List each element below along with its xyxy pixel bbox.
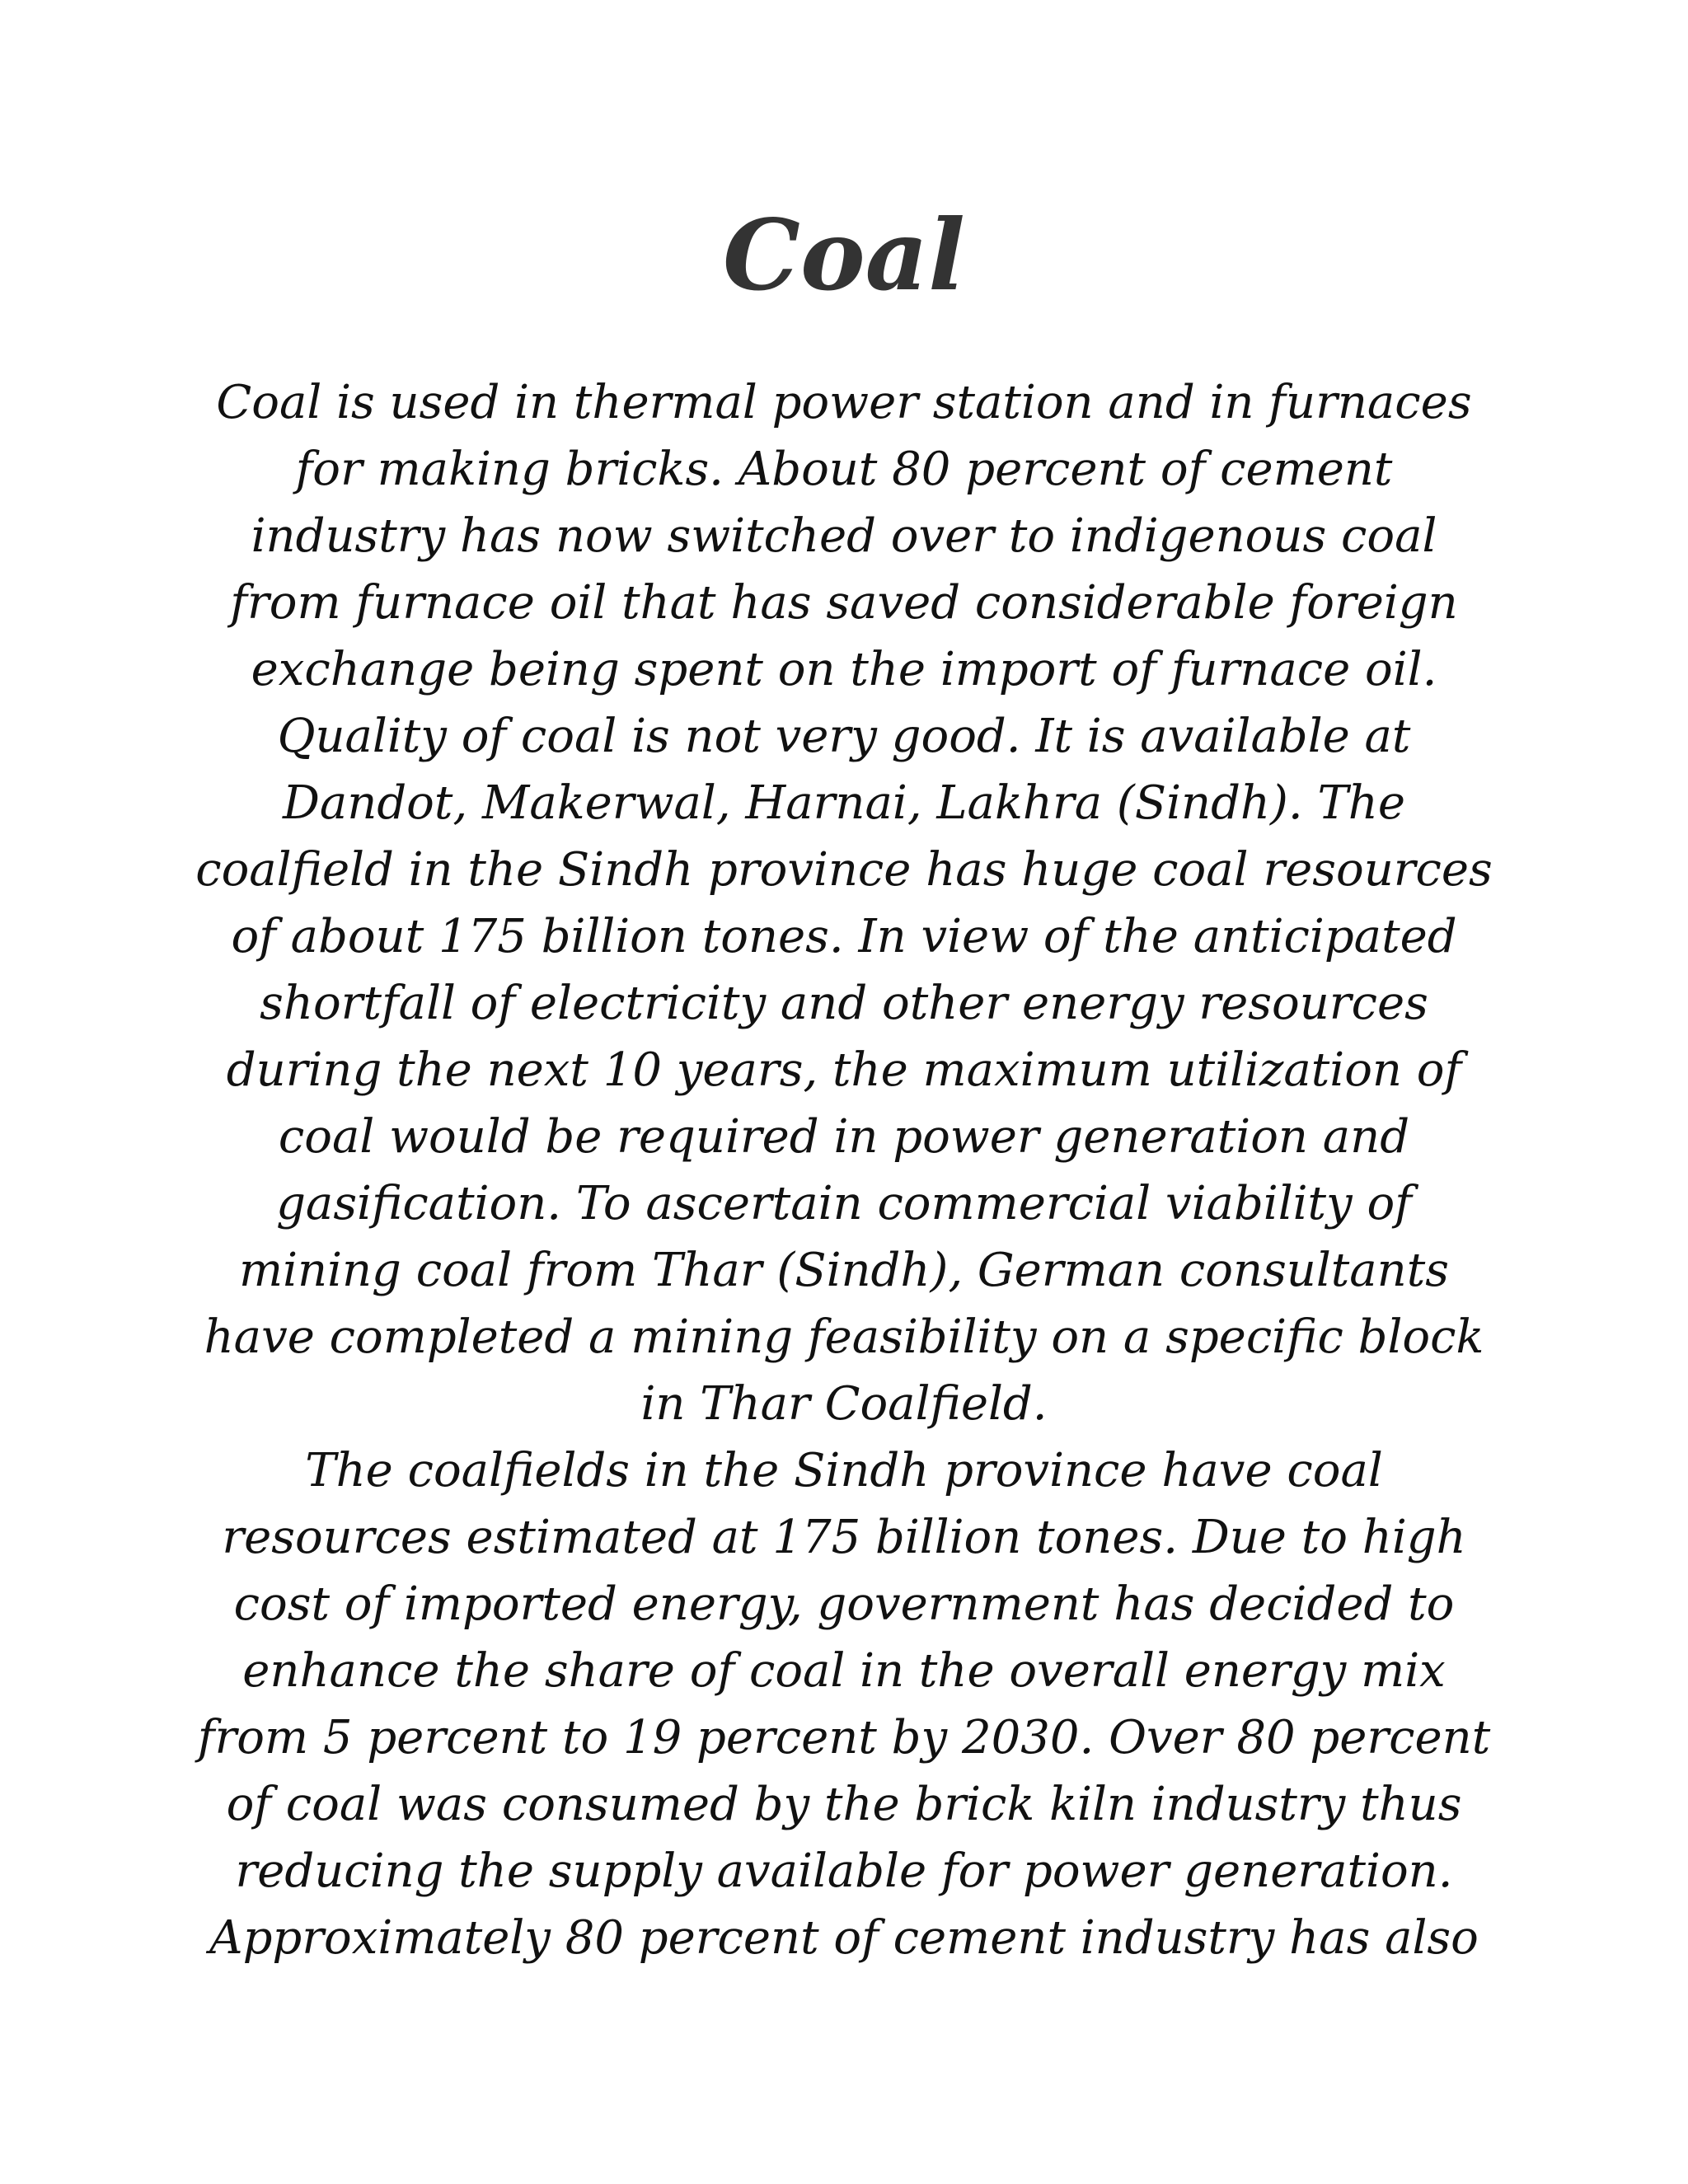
text-line: enhance the share of coal in the overall energy mix [242,1644,1446,1698]
text-line: have completed a mining feasibility on a specific block [204,1310,1484,1364]
text-line: from furnace oil that has saved considerable foreign [230,576,1458,630]
text-line: exchange being spent on the import of furnace oil. [251,643,1437,696]
text-line: in Thar Coalfield. [640,1377,1048,1431]
text-line: resources estimated at 175 billion tones. Due to high [222,1511,1466,1564]
text-line: shortfall of electricity and other energy resources [260,977,1428,1030]
text-line: of about 175 billion tones. In view of the anticipated [231,910,1457,963]
text-line: cost of imported energy, government has decided to [233,1577,1455,1631]
text-line: Dandot, Makerwal, Harnai, Lakhra (Sindh). The [282,776,1406,830]
text-line: Approximately 80 percent of cement industry has also [209,1911,1479,1965]
text-line: during the next 10 years, the maximum utilization of [226,1043,1462,1097]
text-line: gasification. To ascertain commercial viability of [276,1177,1412,1230]
text-line: The coalfields in the Sindh province have coal [305,1444,1383,1497]
text-line: Coal is used in thermal power station and in furnaces [216,376,1472,429]
text-line: coal would be required in power generation and [278,1110,1410,1164]
text-line: mining coal from Thar (Sindh), German consultants [239,1244,1449,1297]
text-line: reducing the supply available for power generation. [235,1844,1453,1898]
page-title: Coal [723,198,965,312]
text-line: of coal was consumed by the brick kiln industry thus [226,1778,1462,1831]
text-line: coalfield in the Sindh province has huge coal resources [195,843,1493,897]
text-line: industry has now switched over to indigenous coal [251,509,1437,563]
text-line: from 5 percent to 19 percent by 2030. Over 80 percent [197,1711,1491,1765]
text-line: Quality of coal is not very good. It is available at [277,710,1411,763]
text-line: for making bricks. About 80 percent of cement [295,443,1393,496]
body-text [165,369,1523,1971]
